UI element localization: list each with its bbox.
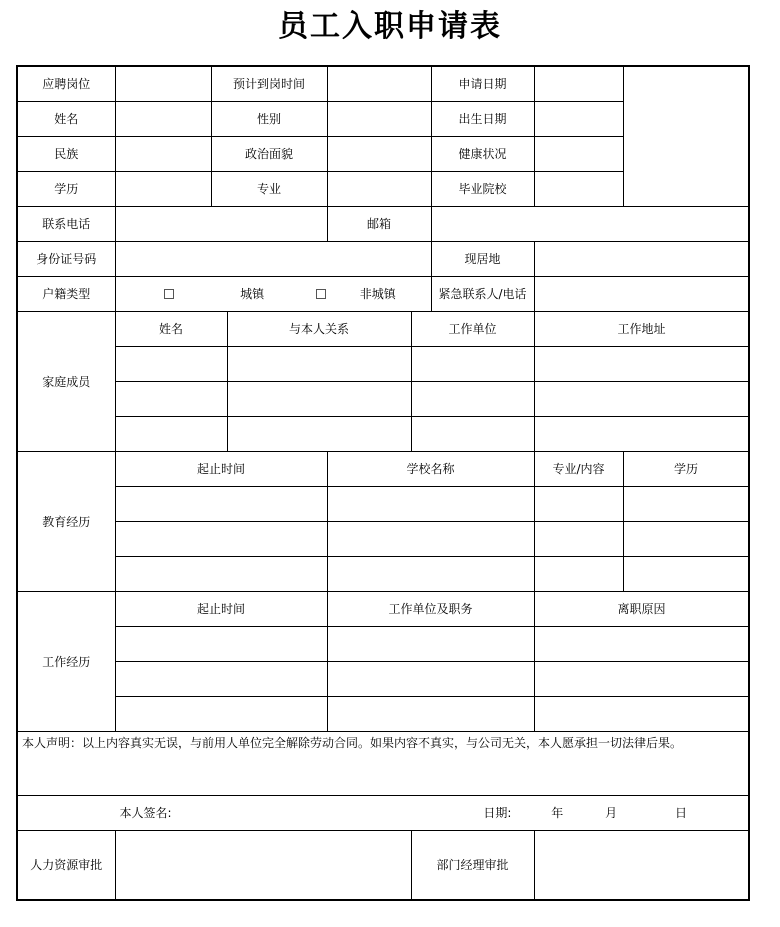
work-col-reason: 离职原因 xyxy=(534,591,749,626)
education-cell[interactable] xyxy=(115,556,327,591)
education-cell[interactable] xyxy=(623,486,749,521)
education-cell[interactable] xyxy=(534,521,623,556)
label-name: 姓名 xyxy=(17,101,115,136)
input-major[interactable] xyxy=(327,171,431,206)
education-col-period: 起止时间 xyxy=(115,451,327,486)
input-id-number[interactable] xyxy=(115,241,431,276)
work-cell[interactable] xyxy=(327,661,534,696)
education-col-degree: 学历 xyxy=(623,451,749,486)
row-household xyxy=(17,276,749,311)
input-ethnicity[interactable] xyxy=(115,136,211,171)
work-cell[interactable] xyxy=(534,661,749,696)
input-email[interactable] xyxy=(431,206,749,241)
label-id-number: 身份证号码 xyxy=(17,241,115,276)
family-section-label: 家庭成员 xyxy=(17,311,115,451)
label-position: 应聘岗位 xyxy=(17,66,115,101)
rural-checkbox[interactable] xyxy=(316,289,326,299)
input-hr-approval[interactable] xyxy=(115,830,411,900)
date-label: 日期: xyxy=(483,806,512,820)
family-cell[interactable] xyxy=(227,416,411,451)
label-health: 健康状况 xyxy=(431,136,534,171)
family-col-address: 工作地址 xyxy=(534,311,749,346)
rural-label: 非城镇 xyxy=(359,287,396,301)
label-dept-approval: 部门经理审批 xyxy=(411,830,534,900)
year-label: 年 xyxy=(551,806,564,820)
education-row xyxy=(17,521,749,556)
family-cell[interactable] xyxy=(115,346,227,381)
work-cell[interactable] xyxy=(327,696,534,731)
label-school: 毕业院校 xyxy=(431,171,534,206)
education-cell[interactable] xyxy=(327,486,534,521)
family-cell[interactable] xyxy=(227,381,411,416)
family-cell[interactable] xyxy=(411,346,534,381)
education-row xyxy=(17,486,749,521)
signature-row xyxy=(17,795,749,830)
input-position[interactable] xyxy=(115,66,211,101)
work-cell[interactable] xyxy=(327,626,534,661)
family-cell[interactable] xyxy=(411,381,534,416)
declaration-row xyxy=(17,731,749,795)
work-cell[interactable] xyxy=(534,696,749,731)
education-header-row xyxy=(17,451,749,486)
family-cell[interactable] xyxy=(534,346,749,381)
label-residence: 现居地 xyxy=(431,241,534,276)
input-name[interactable] xyxy=(115,101,211,136)
family-row xyxy=(17,416,749,451)
family-cell[interactable] xyxy=(534,381,749,416)
urban-checkbox[interactable] xyxy=(164,289,174,299)
education-col-major: 专业/内容 xyxy=(534,451,623,486)
input-arrival-time[interactable] xyxy=(327,66,431,101)
education-cell[interactable] xyxy=(534,556,623,591)
signature-label: 本人签名: xyxy=(119,806,172,820)
education-cell[interactable] xyxy=(623,556,749,591)
work-col-period: 起止时间 xyxy=(115,591,327,626)
form-title: 员工入职申请表 xyxy=(278,9,502,44)
work-header-row xyxy=(17,591,749,626)
education-cell[interactable] xyxy=(534,486,623,521)
input-school[interactable] xyxy=(534,171,623,206)
row-id xyxy=(17,241,749,276)
work-cell[interactable] xyxy=(115,696,327,731)
row-phone xyxy=(17,206,749,241)
input-gender[interactable] xyxy=(327,101,431,136)
label-education: 学历 xyxy=(17,171,115,206)
input-residence[interactable] xyxy=(534,241,749,276)
row-position xyxy=(17,66,749,101)
household-options xyxy=(115,276,431,311)
education-col-school: 学校名称 xyxy=(327,451,534,486)
input-apply-date[interactable] xyxy=(534,66,623,101)
label-ethnicity: 民族 xyxy=(17,136,115,171)
label-apply-date: 申请日期 xyxy=(431,66,534,101)
family-cell[interactable] xyxy=(115,416,227,451)
education-cell[interactable] xyxy=(327,556,534,591)
approval-row xyxy=(17,830,749,900)
education-cell[interactable] xyxy=(115,521,327,556)
family-cell[interactable] xyxy=(411,416,534,451)
education-section-label: 教育经历 xyxy=(17,451,115,591)
work-row xyxy=(17,696,749,731)
work-cell[interactable] xyxy=(115,626,327,661)
family-col-relation: 与本人关系 xyxy=(227,311,411,346)
education-cell[interactable] xyxy=(115,486,327,521)
input-emergency-contact[interactable] xyxy=(534,276,749,311)
label-major: 专业 xyxy=(211,171,327,206)
family-cell[interactable] xyxy=(227,346,411,381)
photo-box[interactable] xyxy=(623,66,749,206)
application-form-table xyxy=(16,65,750,901)
label-emergency-contact: 紧急联系人/电话 xyxy=(431,276,534,311)
label-gender: 性别 xyxy=(211,101,327,136)
work-section-label: 工作经历 xyxy=(17,591,115,731)
family-row xyxy=(17,346,749,381)
input-education[interactable] xyxy=(115,171,211,206)
input-political-status[interactable] xyxy=(327,136,431,171)
day-label: 日 xyxy=(674,806,687,820)
label-phone: 联系电话 xyxy=(17,206,115,241)
work-cell[interactable] xyxy=(534,626,749,661)
input-birth-date[interactable] xyxy=(534,101,623,136)
family-cell[interactable] xyxy=(534,416,749,451)
education-cell[interactable] xyxy=(623,521,749,556)
work-cell[interactable] xyxy=(115,661,327,696)
family-col-employer: 工作单位 xyxy=(411,311,534,346)
label-email: 邮箱 xyxy=(327,206,431,241)
work-col-employer: 工作单位及职务 xyxy=(327,591,534,626)
work-row xyxy=(17,626,749,661)
month-label: 月 xyxy=(605,806,618,820)
label-arrival-time: 预计到岗时间 xyxy=(211,66,327,101)
label-political-status: 政治面貌 xyxy=(211,136,327,171)
input-phone[interactable] xyxy=(115,206,327,241)
label-household-type: 户籍类型 xyxy=(17,276,115,311)
input-health[interactable] xyxy=(534,136,623,171)
urban-label: 城镇 xyxy=(240,287,265,301)
signature-cell[interactable] xyxy=(17,795,749,830)
family-col-name: 姓名 xyxy=(115,311,227,346)
label-birth-date: 出生日期 xyxy=(431,101,534,136)
education-cell[interactable] xyxy=(327,521,534,556)
declaration-text: 本人声明：以上内容真实无误，与前用人单位完全解除劳动合同。如果内容不真实，与公司无关，本人愿承担一切法律后果。 xyxy=(17,731,749,795)
family-header-row xyxy=(17,311,749,346)
family-row xyxy=(17,381,749,416)
family-cell[interactable] xyxy=(115,381,227,416)
work-row xyxy=(17,661,749,696)
input-dept-approval[interactable] xyxy=(534,830,749,900)
education-row xyxy=(17,556,749,591)
label-hr-approval: 人力资源审批 xyxy=(17,830,115,900)
